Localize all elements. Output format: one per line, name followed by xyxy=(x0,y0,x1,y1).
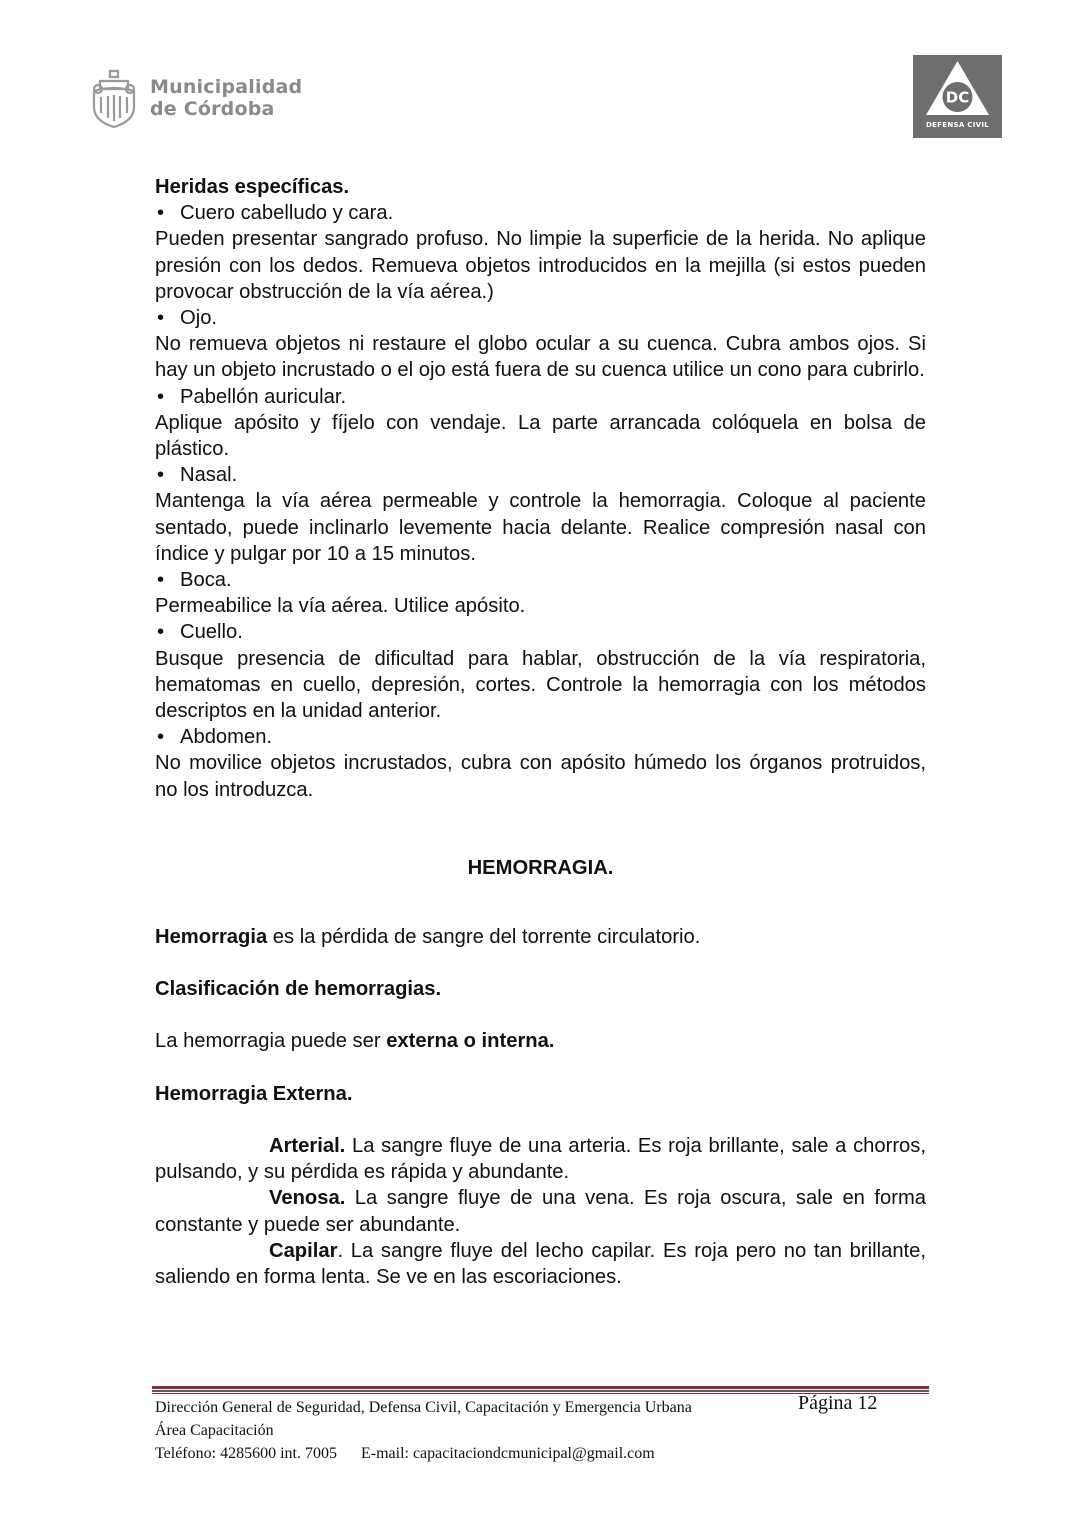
item-title: • Ojo. xyxy=(155,305,926,331)
footer-phone: Teléfono: 4285600 int. 7005 xyxy=(155,1445,337,1462)
item-text: Mantenga la vía aérea permeable y controle la hemorragia. Coloque al paciente sentado, puede inclinarlo levemente hacia delante. Realice compresión nasal con índice y pulgar por 10 a 15 minutos. xyxy=(155,490,926,565)
defensa-civil-logo xyxy=(913,55,1002,138)
type-term: Capilar xyxy=(269,1239,338,1262)
definition-term: Hemorragia xyxy=(155,926,268,949)
item-title: • Pabellón auricular. xyxy=(155,384,926,410)
heading-specific-wounds: Heridas específicas. xyxy=(155,176,350,198)
item-text: Permeabilice la vía aérea. Utilice apósito. xyxy=(155,595,526,618)
item-text: No remueva objetos ni restaure el globo ocular a su cuenca. Cubra ambos ojos. Si hay un objeto incrustado o el ojo está fuera de su cuenca utilice un cono para cubrirlo. xyxy=(155,333,926,382)
section-title: HEMORRAGIA. xyxy=(467,856,614,879)
item-title: • Boca. xyxy=(155,567,926,593)
external-type-arterial xyxy=(155,1133,926,1185)
page-footer xyxy=(155,1392,915,1465)
dc-logo-label: DEFENSA CIVIL xyxy=(925,121,990,129)
item-title: • Cuero cabelludo y cara. xyxy=(155,200,926,226)
item-text: Busque presencia de dificultad para hablar, obstrucción de la vía respiratoria, hematomas en cuello, depresión, cortes. Controle la hemorragia con los métodos descriptos en la unidad anterior. xyxy=(155,647,926,723)
type-term: Arterial. xyxy=(269,1134,346,1157)
footer-line-2: Área Capacitación xyxy=(155,1422,274,1439)
page-number: Página 12 xyxy=(798,1392,878,1414)
types-bold: externa o interna. xyxy=(386,1030,555,1053)
types-sentence xyxy=(155,1028,926,1054)
external-type-capilar xyxy=(155,1238,926,1290)
item-title: • Cuello. xyxy=(155,619,926,645)
logo-line-2: de Córdoba xyxy=(150,98,275,120)
item-text: Aplique apósito y fíjelo con vendaje. La parte arrancada colóquela en bolsa de plástico. xyxy=(155,411,926,461)
item-title: • Abdomen. xyxy=(155,724,926,750)
item-title: • Nasal. xyxy=(155,462,926,488)
external-heading: Hemorragia Externa. xyxy=(155,1082,353,1105)
footer-divider xyxy=(152,1386,929,1389)
item-text: Pueden presentar sangrado profuso. No limpie la superficie de la herida. No aplique presión con los dedos. Remueva objetos introducidos en la mejilla (si estos pueden provocar obstrucción de la vía aérea.) xyxy=(155,228,926,303)
types-prefix: La hemorragia puede ser xyxy=(155,1030,387,1053)
logo-line-1: Municipalidad xyxy=(150,76,303,98)
external-type-venosa xyxy=(155,1185,926,1237)
type-term: Venosa. xyxy=(269,1187,346,1210)
document-body xyxy=(155,174,926,1290)
type-text: . La sangre fluye del lecho capilar. Es roja pero no tan brillante, saliendo en forma lenta. Se ve en las escoriaciones. xyxy=(155,1239,926,1288)
type-text: La sangre fluye de una arteria. Es roja brillante, sale a chorros, pulsando, y su pérdida es rápida y abundante. xyxy=(155,1134,926,1184)
footer-line-1: Dirección General de Seguridad, Defensa Civil, Capacitación y Emergencia Urbana xyxy=(155,1399,692,1416)
classification-heading: Clasificación de hemorragias. xyxy=(155,978,442,1001)
item-text: No movilice objetos incrustados, cubra con apósito húmedo los órganos protruidos, no los introduzca. xyxy=(155,752,926,801)
definition xyxy=(155,924,926,950)
type-text: La sangre fluye de una vena. Es roja oscura, sale en forma constante y puede ser abundante. xyxy=(155,1187,926,1236)
footer-contact xyxy=(155,1442,915,1465)
city-crest-icon xyxy=(90,67,138,129)
municipality-logo xyxy=(90,66,302,130)
footer-email: E-mail: capacitaciondcmunicipal@gmail.com xyxy=(360,1445,655,1462)
definition-text: es la pérdida de sangre del torrente circulatorio. xyxy=(267,926,701,949)
dc-mark: DC xyxy=(945,88,970,107)
